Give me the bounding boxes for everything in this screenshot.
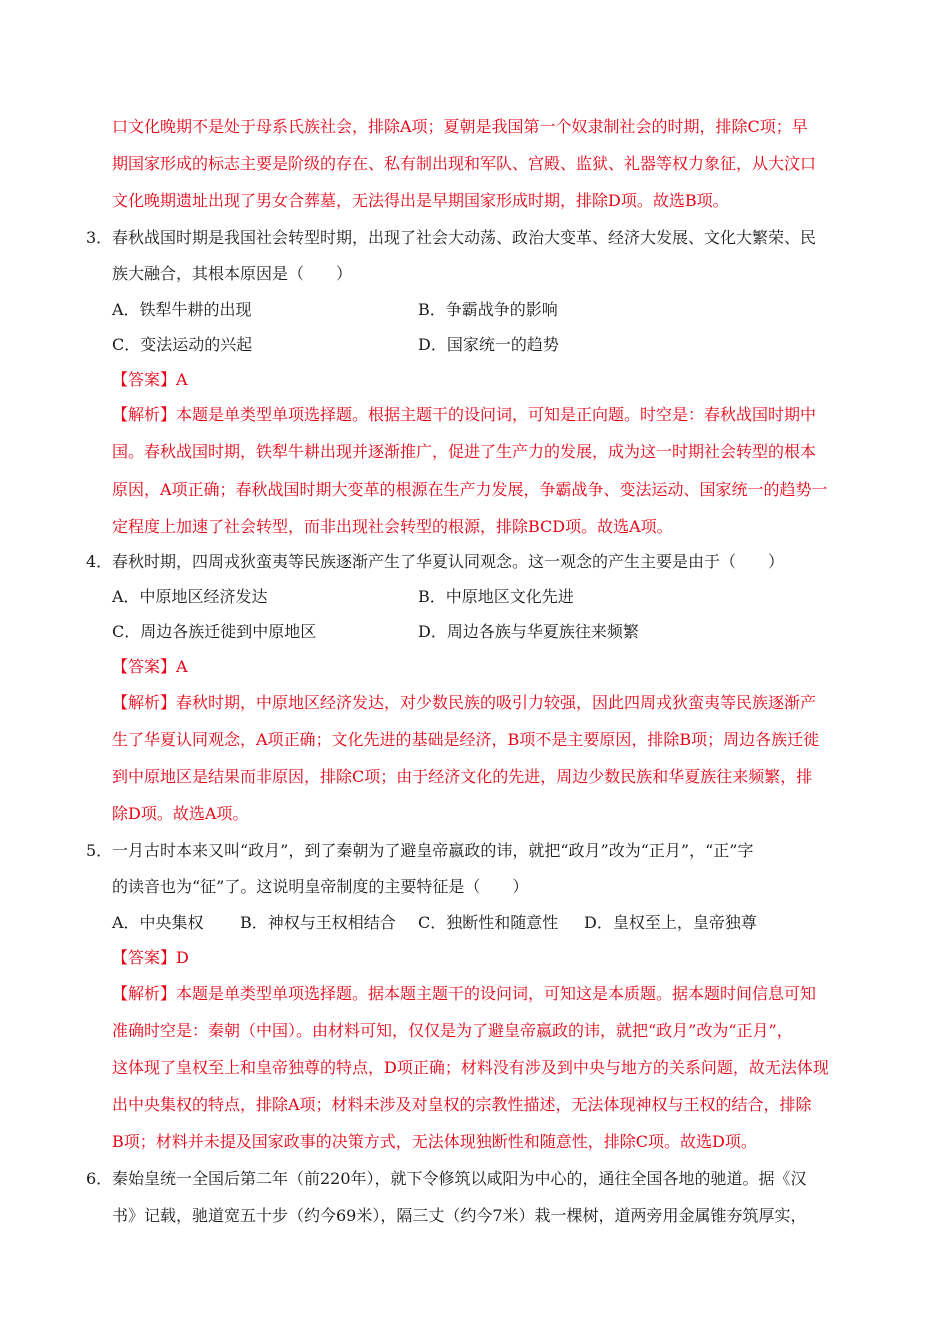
question-4-analysis: 到中原地区是结果而非原因，排除C项；由于经济文化的先进，周边少数民族和华夏族往来频繁，排 — [112, 767, 813, 786]
question-6-stem: 书》记载，驰道宽五十步（约今69米），隔三丈（约今7米）栽一棵树，道两旁用金属锥夯筑厚实， — [112, 1206, 807, 1225]
question-3-analysis: 国。春秋战国时期，铁犁牛耕出现并逐渐推广，促进了生产力的发展，成为这一时期社会转型的根本 — [112, 442, 817, 461]
question-4-analysis: 【解析】春秋时期，中原地区经济发达，对少数民族的吸引力较强，因此四周戎狄蛮夷等民族逐渐产 — [112, 693, 817, 712]
question-5-stem: 一月古时本来又叫“政月”，到了秦朝为了避皇帝嬴政的讳，就把“政月”改为“正月”，“正”字 — [112, 841, 754, 860]
question-5-analysis: 【解析】本题是单类型单项选择题。据本题主题干的设问词，可知这是本质题。据本题时间信息可知 — [112, 984, 817, 1003]
question-5-analysis: B项；材料并未提及国家政事的决策方式，无法体现独断性和随意性，排除C项。故选D项。 — [112, 1132, 757, 1151]
question-4-analysis: 生了华夏认同观念，A项正确；文化先进的基础是经济，B项不是主要原因，排除B项；周边各族迁徙 — [112, 730, 820, 749]
question-5-analysis: 出中央集权的特点，排除A项；材料未涉及对皇权的宗教性描述，无法体现神权与王权的结合，排除 — [112, 1095, 812, 1114]
question-4-option-b: B．中原地区文化先进 — [418, 587, 574, 606]
question-4-number: 4． — [86, 552, 113, 571]
question-3-analysis: 定程度上加速了社会转型，而非出现社会转型的根源，排除BCD项。故选A项。 — [112, 517, 673, 536]
question-5-analysis: 这体现了皇权至上和皇帝独尊的特点，D项正确；材料没有涉及到中央与地方的关系问题，故无法体现 — [112, 1058, 829, 1077]
prev-analysis-line: 期国家形成的标志主要是阶级的存在、私有制出现和军队、宫殿、监狱、礼器等权力象征，从大汶口 — [112, 154, 817, 173]
question-5-stem: 的读音也为“征”了。这说明皇帝制度的主要特征是（ ） — [112, 877, 529, 896]
question-4-answer: 【答案】A — [112, 657, 188, 676]
question-4-analysis: 除D项。故选A项。 — [112, 804, 249, 823]
question-5-analysis: 准确时空是：秦朝（中国）。由材料可知，仅仅是为了避皇帝嬴政的讳，就把“政月”改为“正月”， — [112, 1021, 793, 1040]
question-5-option-c: C．独断性和随意性 — [418, 913, 559, 932]
question-3-option-b: B．争霸战争的影响 — [418, 300, 558, 319]
question-4-stem: 春秋时期，四周戎狄蛮夷等民族逐渐产生了华夏认同观念。这一观念的产生主要是由于（ ） — [112, 552, 785, 571]
question-3-answer: 【答案】A — [112, 370, 188, 389]
question-3-analysis: 【解析】本题是单类型单项选择题。根据主题干的设问词，可知是正向题。时空是：春秋战国时期中 — [112, 405, 817, 424]
question-5-option-b: B．神权与王权相结合 — [240, 913, 396, 932]
question-3-number: 3． — [86, 228, 113, 247]
question-3-stem: 族大融合，其根本原因是（ ） — [112, 264, 353, 283]
question-3-option-d: D．国家统一的趋势 — [418, 335, 559, 354]
question-4-option-c: C．周边各族迁徙到中原地区 — [112, 622, 317, 641]
prev-analysis-line: 口文化晚期不是处于母系氏族社会，排除A项；夏朝是我国第一个奴隶制社会的时期，排除C项；早 — [112, 117, 808, 136]
prev-analysis-line: 文化晚期遗址出现了男女合葬墓，无法得出是早期国家形成时期，排除D项。故选B项。 — [112, 191, 729, 210]
question-5-option-d: D．皇权至上，皇帝独尊 — [584, 913, 757, 932]
question-3-option-c: C．变法运动的兴起 — [112, 335, 253, 354]
question-5-answer: 【答案】D — [112, 948, 189, 967]
question-3-option-a: A．铁犁牛耕的出现 — [112, 300, 252, 319]
question-6-stem: 秦始皇统一全国后第二年（前220年），就下令修筑以咸阳为中心的，通往全国各地的驰道。据《汉 — [112, 1169, 807, 1188]
question-5-number: 5． — [86, 841, 113, 860]
question-5-option-a: A．中央集权 — [112, 913, 204, 932]
question-3-analysis: 原因，A项正确；春秋战国时期大变革的根源在生产力发展，争霸战争、变法运动、国家统一的趋势一 — [112, 480, 828, 499]
question-6-number: 6． — [86, 1169, 113, 1188]
question-4-option-a: A．中原地区经济发达 — [112, 587, 268, 606]
question-3-stem: 春秋战国时期是我国社会转型时期，出现了社会大动荡、政治大变革、经济大发展、文化大繁荣、民 — [112, 228, 817, 247]
question-4-option-d: D．周边各族与华夏族往来频繁 — [418, 622, 639, 641]
